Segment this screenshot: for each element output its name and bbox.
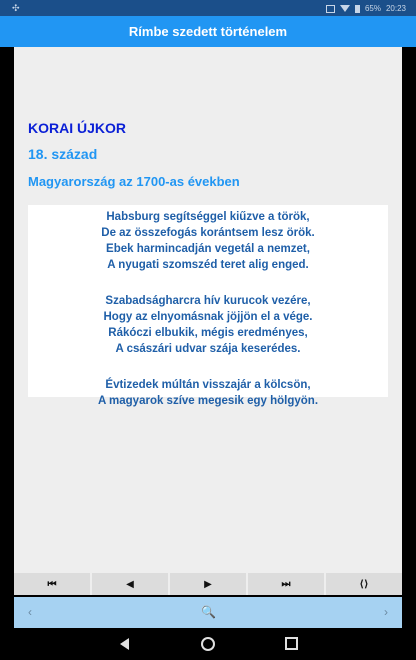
clock: 20:23 [385,4,406,13]
search-prev-button[interactable]: ‹ [28,605,32,619]
poem-stanza-1 [28,205,388,273]
poem-line: A nyugati szomszéd teret alig enged. [107,259,309,271]
next-page-button[interactable] [170,573,248,595]
previous-icon: ◀ [126,578,134,590]
navigation-toolbar [14,573,402,595]
back-icon[interactable] [120,638,129,650]
poem-line: A császári udvar szája keserédes. [115,343,301,355]
poem-line: Ebek harmincadján vegetál a nemzet, [106,243,310,255]
battery-icon [355,5,360,13]
search-next-button[interactable]: › [384,605,388,619]
previous-page-button[interactable] [92,573,170,595]
status-bar [0,0,416,16]
poem-line: Hogy az elnyomásnak jöjjön el a vége. [103,311,313,323]
toggle-view-button[interactable] [326,573,402,595]
poem-text[interactable] [28,205,388,407]
poem-stanza-2 [28,289,388,357]
status-icons [326,4,406,13]
home-icon[interactable] [201,637,215,651]
notification-icon: ✣ [12,3,20,13]
first-page-button[interactable] [14,573,92,595]
century-heading: 18. század [28,146,98,162]
vibrate-icon [326,5,335,13]
skip-last-icon: ⏭ [281,578,291,590]
search-icon[interactable]: 🔍 [201,605,216,619]
poem-line: Évtizedek múltán visszajár a kölcsön, [105,379,311,391]
battery-percent: 65% [364,4,381,13]
poem-stanza-3 [28,373,388,409]
poem-line: Rákóczi elbukik, mégis eredményes, [108,327,308,339]
recents-icon[interactable] [285,637,298,650]
search-bar [14,597,402,628]
skip-first-icon: ⏮ [47,578,57,590]
next-icon: ▶ [204,578,212,590]
poem-line: De az összefogás korántsem lesz örök. [101,227,315,239]
era-heading: KORAI ÚJKOR [28,120,127,136]
content-area [14,47,402,573]
wifi-icon [340,5,350,12]
topic-heading: Magyarország az 1700-as években [28,174,240,189]
poem-line: A magyarok szíve megesik egy hölgyön. [97,395,319,407]
app-title: Rímbe szedett történelem [0,16,416,47]
poem-line: Habsburg segítséggel kiűzve a török, [106,211,310,223]
toggle-icon: ⟨⟩ [359,578,369,590]
last-page-button[interactable] [248,573,326,595]
system-nav-bar [0,628,416,660]
poem-line: Szabadságharcra hív kurucok vezére, [105,295,311,307]
